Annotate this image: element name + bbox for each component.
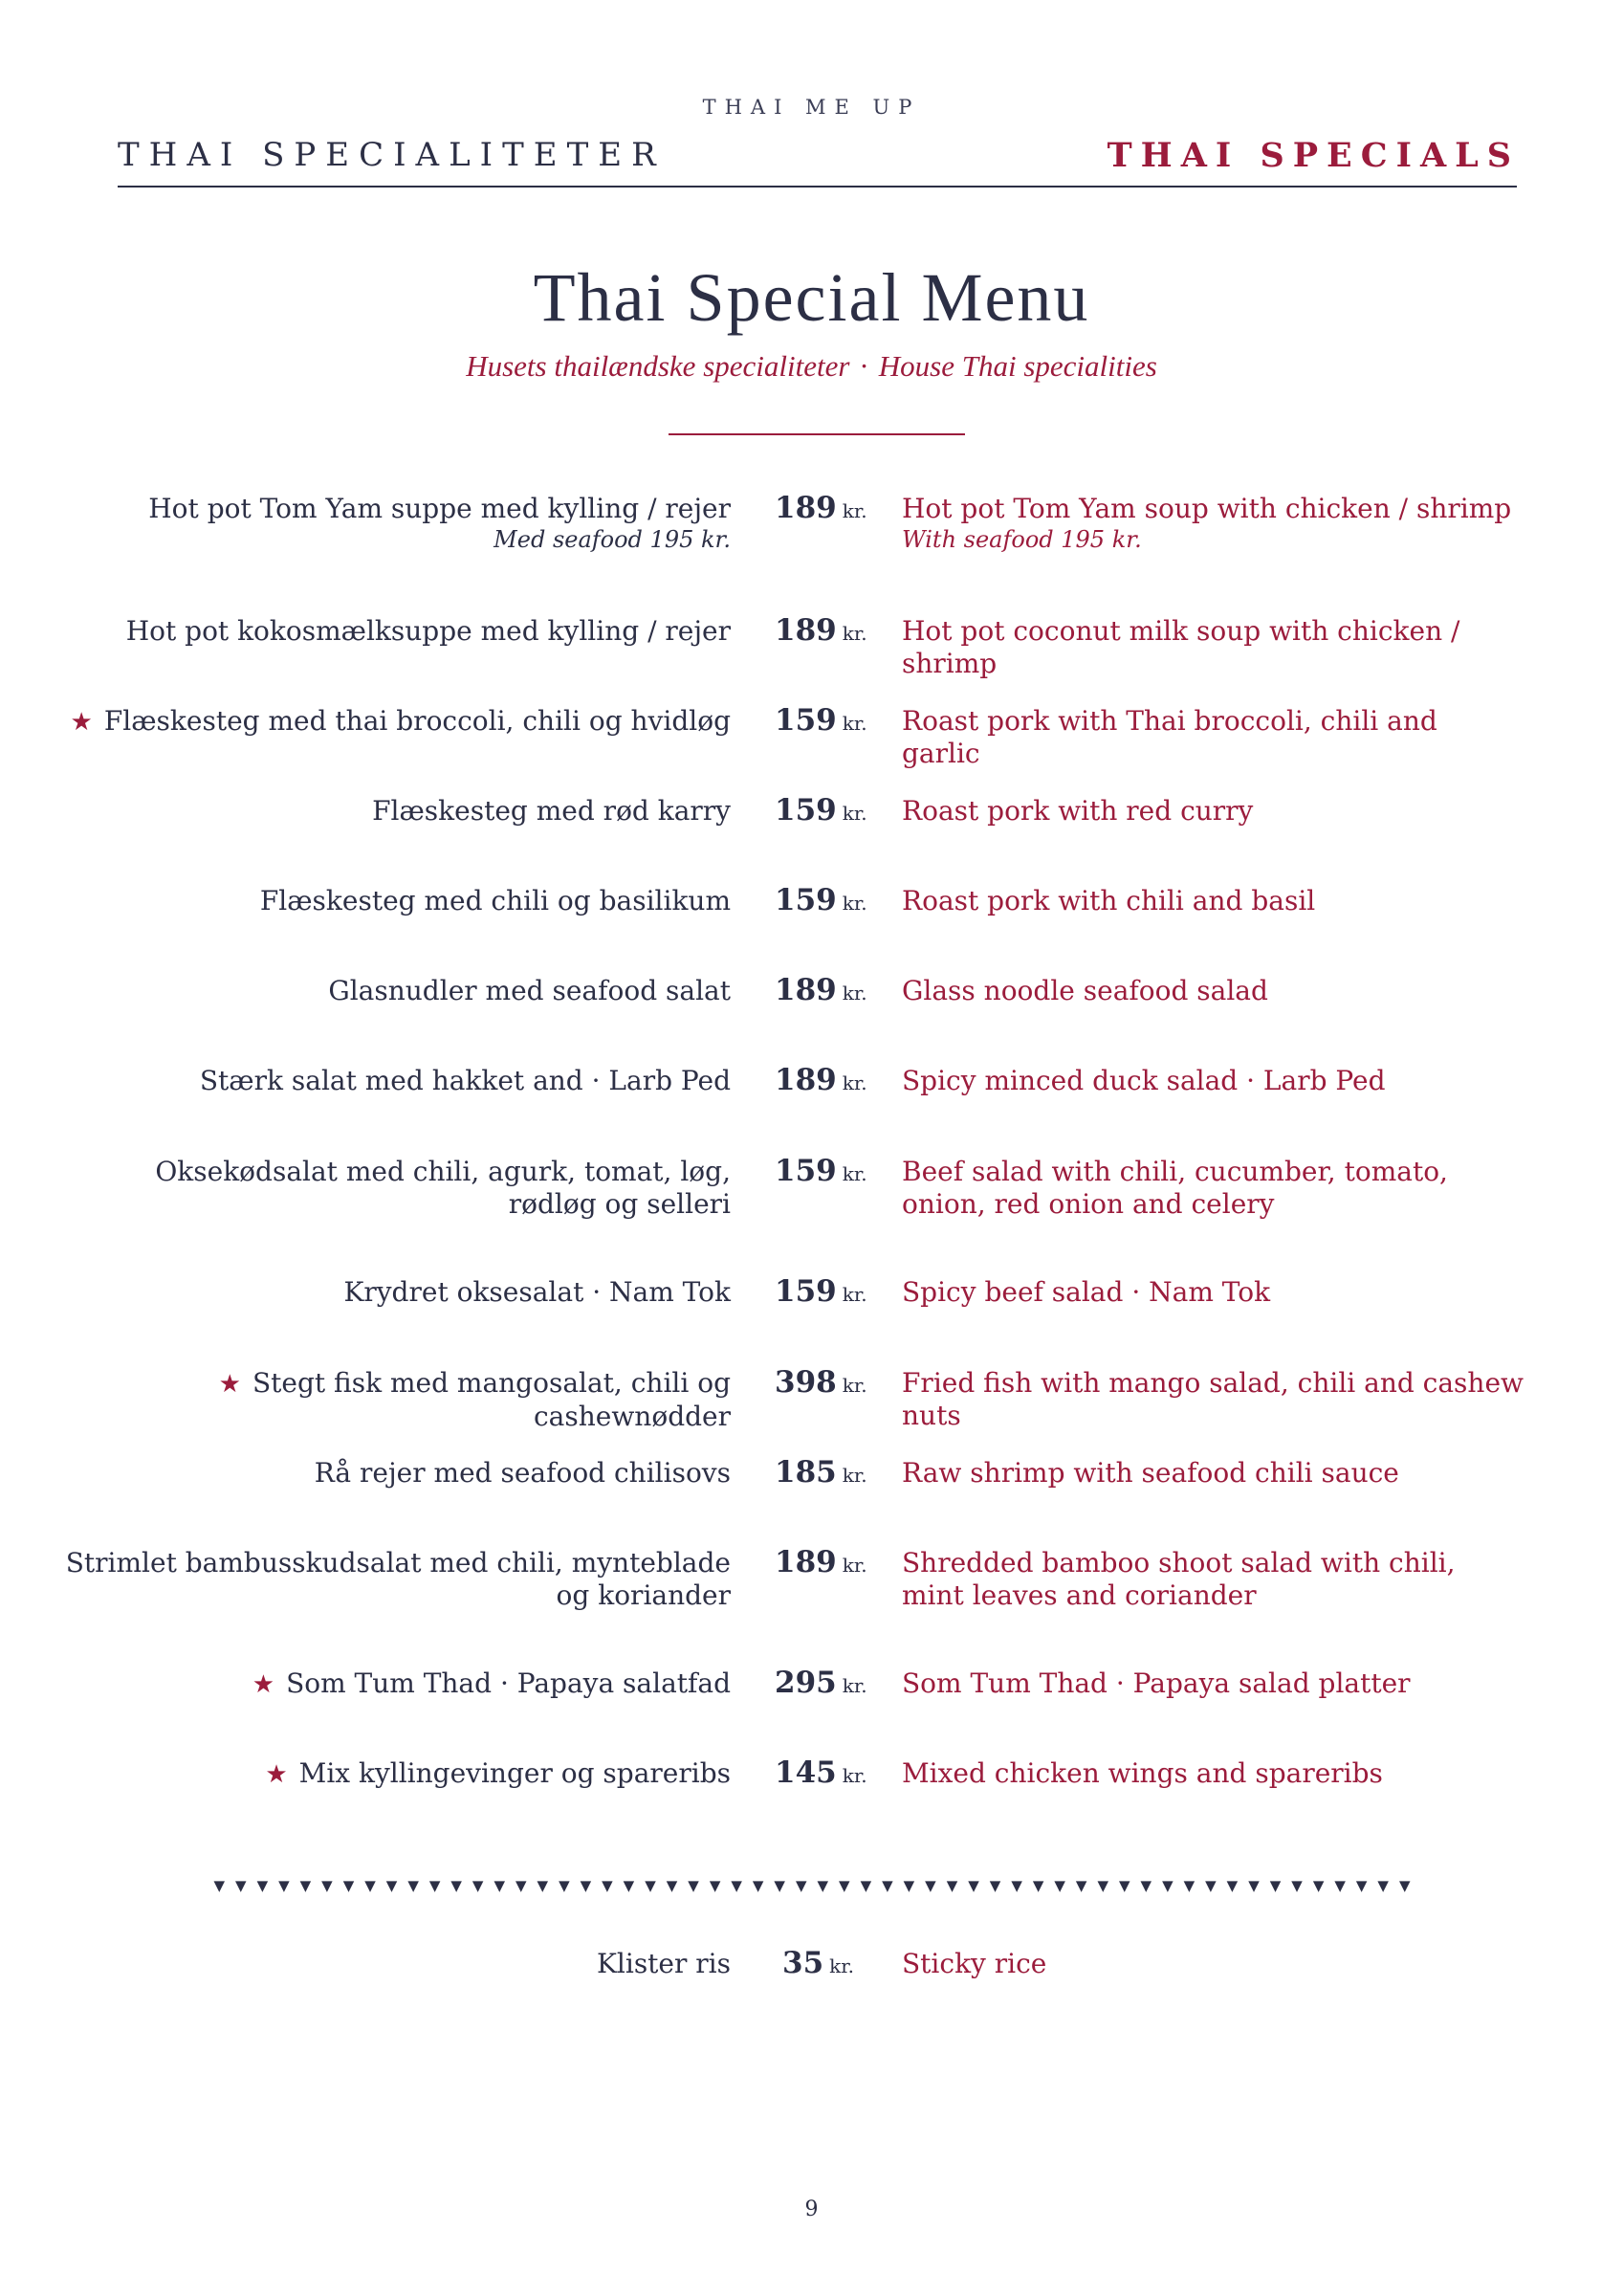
menu-item — [0, 1547, 1623, 1623]
dish-price — [775, 973, 870, 1007]
dish-name-english — [902, 1457, 1399, 1490]
price-currency: kr. — [842, 499, 867, 522]
price-currency: kr. — [842, 802, 867, 825]
star-icon: ★ — [70, 708, 93, 737]
dish-price — [775, 1545, 870, 1579]
page-title: Thai Special Menu — [533, 259, 1090, 336]
dish-name-english — [902, 1065, 1386, 1097]
dish-name-danish — [61, 1367, 731, 1433]
dish-name-english-text: Fried fish with mango salad, chili and cashew nuts — [902, 1367, 1524, 1431]
price-currency: kr. — [842, 712, 867, 735]
dish-price — [775, 491, 870, 525]
dish-price — [775, 1455, 870, 1490]
title-divider — [669, 433, 965, 435]
dish-name-danish — [71, 705, 731, 739]
dish-name-danish-text: Hot pot Tom Yam suppe med kylling / rejer — [148, 493, 731, 524]
dish-price — [775, 1755, 870, 1790]
dish-price — [775, 1274, 870, 1309]
dish-name-english-text: Hot pot coconut milk soup with chicken / shrimp — [902, 615, 1460, 679]
dish-name-english — [902, 1547, 1524, 1612]
dish-name-danish-text: Stegt fisk med mangosalat, chili og cashewnødder — [252, 1367, 731, 1432]
dish-name-danish-text: Rå rejer med seafood chilisovs — [314, 1457, 731, 1489]
page-subtitle — [0, 349, 1623, 384]
section-separator: ▼▼▼▼▼▼▼▼▼▼▼▼▼▼▼▼▼▼▼▼▼▼▼▼▼▼▼▼▼▼▼▼▼▼▼▼▼▼▼▼▼▼▼▼▼▼▼▼▼▼▼▼▼▼▼▼ — [213, 1877, 1421, 1894]
price-currency: kr. — [829, 1954, 854, 1977]
dish-price — [775, 883, 870, 917]
dish-name-danish — [315, 1457, 731, 1490]
price-currency: kr. — [842, 622, 867, 645]
price-value: 159 — [775, 1154, 837, 1188]
price-value: 398 — [775, 1365, 837, 1400]
price-currency: kr. — [842, 1674, 867, 1697]
menu-item — [0, 1276, 1623, 1353]
menu-item — [0, 705, 1623, 782]
price-value: 189 — [775, 613, 837, 648]
dish-name-danish — [372, 795, 731, 828]
dish-name-english-text: Spicy minced duck salad · Larb Ped — [902, 1065, 1386, 1096]
price-currency: kr. — [842, 1554, 867, 1577]
star-icon: ★ — [218, 1370, 241, 1399]
price-value: 189 — [775, 1545, 837, 1579]
dish-name-english-text: Som Tum Thad · Papaya salad platter — [902, 1667, 1411, 1699]
dish-name-english — [902, 795, 1253, 828]
dish-name-danish-text: Krydret oksesalat · Nam Tok — [343, 1276, 731, 1308]
dish-name-danish — [200, 1065, 731, 1097]
dish-name-danish-text: Oksekødsalat med chili, agurk, tomat, løg, rødløg og selleri — [155, 1156, 731, 1220]
price-value: 295 — [775, 1666, 837, 1700]
menu-item — [0, 493, 1623, 569]
price-currency: kr. — [842, 1162, 867, 1185]
dish-name-danish-text: Flæskesteg med rød karry — [372, 795, 731, 827]
dish-name-english-text: Roast pork with chili and basil — [902, 885, 1316, 916]
dish-name-danish — [343, 1276, 731, 1309]
dish-price — [775, 703, 870, 738]
price-currency: kr. — [842, 1374, 867, 1397]
menu-item — [0, 885, 1623, 961]
dish-name-english — [902, 1667, 1411, 1700]
dish-name-english-text: Roast pork with red curry — [902, 795, 1254, 827]
side-dish-name-danish: Klister ris — [596, 1948, 731, 1979]
subtitle-separator: · — [859, 349, 869, 383]
price-value: 189 — [775, 491, 837, 525]
dish-name-danish — [148, 493, 731, 554]
menu-item — [0, 1065, 1623, 1141]
dish-name-danish-text: Glasnudler med seafood salat — [328, 975, 731, 1006]
dish-note-danish: Med seafood 195 kr. — [493, 526, 731, 553]
price-value: 159 — [775, 883, 837, 917]
dish-name-danish — [260, 885, 731, 917]
dish-name-english-text: Roast pork with Thai broccoli, chili and garlic — [902, 705, 1437, 769]
menu-item — [0, 1757, 1623, 1834]
dish-name-danish-text: Hot pot kokosmælksuppe med kylling / rejer — [125, 615, 731, 647]
subtitle-english: House Thai specialities — [878, 349, 1157, 383]
section-title-english: THAI SPECIALS — [1107, 136, 1520, 175]
dish-name-english-text: Spicy beef salad · Nam Tok — [902, 1276, 1271, 1308]
dish-name-english — [902, 1276, 1270, 1309]
price-value: 189 — [775, 973, 837, 1007]
dish-name-danish-text: Strimlet bambusskudsalat med chili, mynteblade og koriander — [65, 1547, 731, 1611]
dish-note-english: With seafood 195 kr. — [902, 526, 1142, 553]
price-value: 159 — [775, 793, 837, 828]
dish-name-english — [902, 975, 1268, 1007]
menu-item — [0, 1367, 1623, 1444]
side-dish-price — [782, 1946, 878, 1980]
side-dish-row — [0, 1948, 1623, 2024]
dish-name-danish-text: Flæskesteg med chili og basilikum — [259, 885, 731, 916]
price-value: 35 — [782, 1946, 824, 1980]
dish-name-english — [902, 885, 1315, 917]
dish-name-english-text: Beef salad with chili, cucumber, tomato, onion, red onion and celery — [902, 1156, 1448, 1220]
dish-name-english — [902, 1757, 1383, 1790]
dish-price — [775, 1666, 870, 1700]
star-icon: ★ — [252, 1670, 275, 1699]
price-currency: kr. — [842, 1764, 867, 1787]
dish-name-danish — [328, 975, 731, 1007]
dish-price — [775, 1154, 870, 1188]
dish-name-english-text: Glass noodle seafood salad — [902, 975, 1268, 1006]
price-currency: kr. — [842, 1283, 867, 1306]
dish-name-danish — [61, 1156, 731, 1221]
star-icon: ★ — [265, 1760, 288, 1789]
side-dish-name-english: Sticky rice — [902, 1948, 1047, 1979]
price-value: 189 — [775, 1063, 837, 1097]
dish-price — [775, 793, 870, 828]
page-number: 9 — [804, 2197, 819, 2221]
dish-name-english — [902, 615, 1524, 680]
dish-name-english — [902, 705, 1524, 770]
header-divider — [118, 186, 1517, 188]
price-value: 185 — [775, 1455, 837, 1490]
price-currency: kr. — [842, 1071, 867, 1094]
dish-name-english — [902, 1367, 1524, 1432]
subtitle-danish: Husets thailændske specialiteter — [466, 349, 850, 383]
menu-item — [0, 1667, 1623, 1744]
menu-item — [0, 615, 1623, 692]
price-currency: kr. — [842, 982, 867, 1004]
dish-name-english — [902, 493, 1511, 554]
dish-name-english-text: Shredded bamboo shoot salad with chili, mint leaves and coriander — [902, 1547, 1456, 1611]
price-value: 145 — [775, 1755, 837, 1790]
dish-name-english-text: Mixed chicken wings and spareribs — [902, 1757, 1383, 1789]
dish-name-english-text: Raw shrimp with seafood chili sauce — [902, 1457, 1399, 1489]
dish-name-danish-text: Mix kyllingevinger og spareribs — [298, 1757, 731, 1789]
dish-name-english-text: Hot pot Tom Yam soup with chicken / shrimp — [902, 493, 1512, 524]
dish-name-danish — [61, 1547, 731, 1612]
price-currency: kr. — [842, 892, 867, 915]
dish-name-danish-text: Flæskesteg med thai broccoli, chili og hvidløg — [103, 705, 731, 737]
dish-name-danish — [126, 615, 731, 648]
dish-name-danish-text: Stærk salat med hakket and · Larb Ped — [199, 1065, 731, 1096]
menu-item — [0, 975, 1623, 1051]
menu-item — [0, 1457, 1623, 1534]
menu-item — [0, 795, 1623, 872]
dish-name-danish — [252, 1667, 731, 1701]
dish-name-danish-text: Som Tum Thad · Papaya salatfad — [286, 1667, 731, 1699]
price-value: 159 — [775, 1274, 837, 1309]
brand-name: THAI ME UP — [702, 96, 921, 119]
price-currency: kr. — [842, 1464, 867, 1487]
dish-name-english — [902, 1156, 1524, 1221]
dish-price — [775, 613, 870, 648]
dish-price — [775, 1365, 870, 1400]
dish-name-danish — [265, 1757, 731, 1791]
dish-price — [775, 1063, 870, 1097]
section-title-danish: THAI SPECIALITETER — [118, 136, 666, 174]
price-value: 159 — [775, 703, 837, 738]
menu-item — [0, 1156, 1623, 1232]
